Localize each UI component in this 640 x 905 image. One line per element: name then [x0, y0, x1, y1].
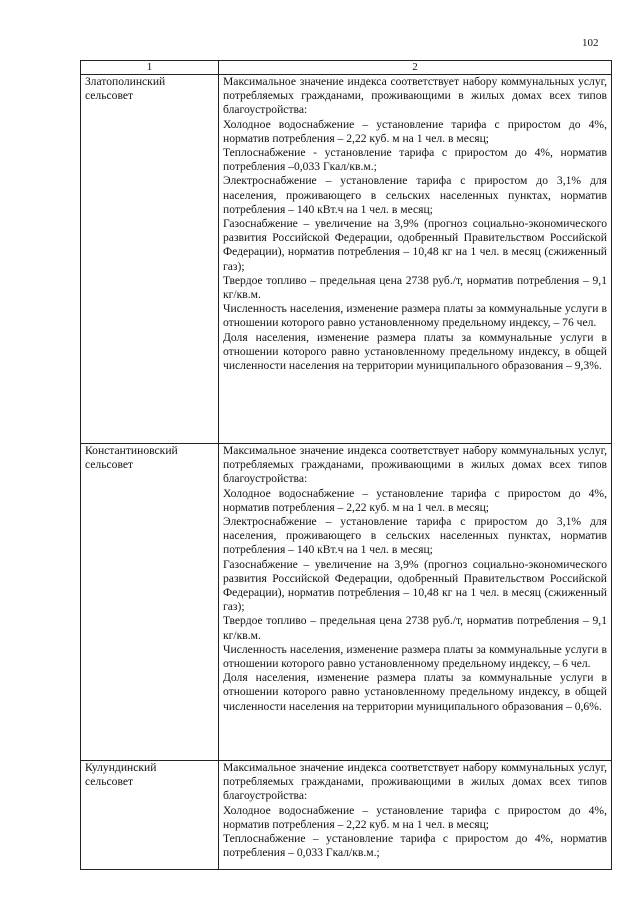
table-row	[81, 75, 612, 444]
table-row	[81, 444, 612, 761]
description-paragraph: Электроснабжение – установление тарифа с приростом до 3,1% для населения, проживающего в сельских населенных пунктах, норматив потребления – 140 кВт.ч на 1 чел. в месяц;	[223, 515, 607, 557]
description-paragraph: Электроснабжение – установление тарифа с приростом до 3,1% для населения, проживающего в сельских населенных пунктах, норматив потребления – 140 кВт.ч на 1 чел. в месяц;	[223, 174, 607, 216]
page-number: 102	[582, 37, 599, 49]
description-paragraph: Газоснабжение – увеличение на 3,9% (прогноз социально-экономического развития Российской Федерации, одобренный Правительством Российской Федерации), норматив потребления – 10,48 кг на 1 чел. в месяц (сжиженный газ);	[223, 217, 607, 273]
description-paragraph: Газоснабжение – увеличение на 3,9% (прогноз социально-экономического развития Российской Федерации, одобренный Правительством Российской Федерации), норматив потребления – 10,48 кг на 1 чел. в месяц (сжиженный газ);	[223, 557, 607, 614]
description-paragraph: Теплоснабжение – установление тарифа с приростом до 4%, норматив потребления – 0,033 Гкал/кв.м.;	[223, 832, 607, 860]
description-paragraph: Максимальное значение индекса соответствует набору коммунальных услуг, потребляемых гражданами, проживающими в жилых домах всех типов благоустройства:	[223, 761, 607, 803]
description-paragraph: Холодное водоснабжение – установление тарифа с приростом до 4%, норматив потребления – 2,22 куб. м на 1 чел. в месяц;	[223, 117, 607, 145]
region-name: Златополинский	[85, 75, 166, 88]
description-paragraph: Твердое топливо – предельная цена 2738 руб./т, норматив потребления – 9,1 кг/кв.м.	[223, 273, 607, 302]
region-cell	[81, 761, 219, 870]
table-header-row	[81, 61, 612, 75]
description-paragraph: Холодное водоснабжение – установление тарифа с приростом до 4%, норматив потребления – 2,22 куб. м на 1 чел. в месяц;	[223, 486, 607, 514]
region-type: сельсовет	[85, 775, 134, 789]
column-header-1: 1	[81, 61, 219, 75]
description-paragraph: Доля населения, изменение размера платы за коммунальные услуги в отношении которого равно установленному предельному индексу, в общей численности населения на территории муниципального образования – 9,3%.	[223, 330, 607, 373]
description-paragraph: Холодное водоснабжение – установление тарифа с приростом до 4%, норматив потребления – 2,22 куб. м на 1 чел. в месяц;	[223, 803, 607, 831]
region-cell	[81, 75, 219, 444]
description-paragraph: Теплоснабжение - установление тарифа с приростом до 4%, норматив потребления –0,033 Гкал/кв.м.;	[223, 146, 607, 174]
municipal-utilities-table	[80, 60, 612, 870]
region-type: сельсовет	[85, 89, 134, 103]
description-cell	[219, 444, 612, 761]
description-paragraph: Доля населения, изменение размера платы за коммунальные услуги в отношении которого равно установленному предельному индексу, в общей численности населения на территории муниципального образования – 0,6%.	[223, 671, 607, 713]
column-header-2: 2	[219, 61, 612, 75]
description-paragraph: Твердое топливо – предельная цена 2738 руб./т, норматив потребления – 9,1 кг/кв.м.	[223, 614, 607, 642]
description-cell	[219, 75, 612, 444]
table-row	[81, 761, 612, 870]
description-cell	[219, 761, 612, 870]
description-paragraph: Численность населения, изменение размера платы за коммунальные услуги в отношении которого равно установленному предельному индексу, – 6 чел.	[223, 642, 607, 671]
region-type: сельсовет	[85, 458, 134, 472]
description-paragraph: Максимальное значение индекса соответствует набору коммунальных услуг, потребляемых гражданами, проживающими в жилых домах всех типов благоустройства:	[223, 75, 607, 117]
region-name: Константиновский	[85, 444, 178, 457]
region-cell	[81, 444, 219, 761]
description-paragraph: Численность населения, изменение размера платы за коммунальные услуги в отношении которого равно установленному предельному индексу, – 76 чел.	[223, 302, 607, 330]
description-paragraph: Максимальное значение индекса соответствует набору коммунальных услуг, потребляемых гражданами, проживающими в жилых домах всех типов благоустройства:	[223, 444, 607, 486]
region-name: Кулундинский	[85, 761, 157, 774]
